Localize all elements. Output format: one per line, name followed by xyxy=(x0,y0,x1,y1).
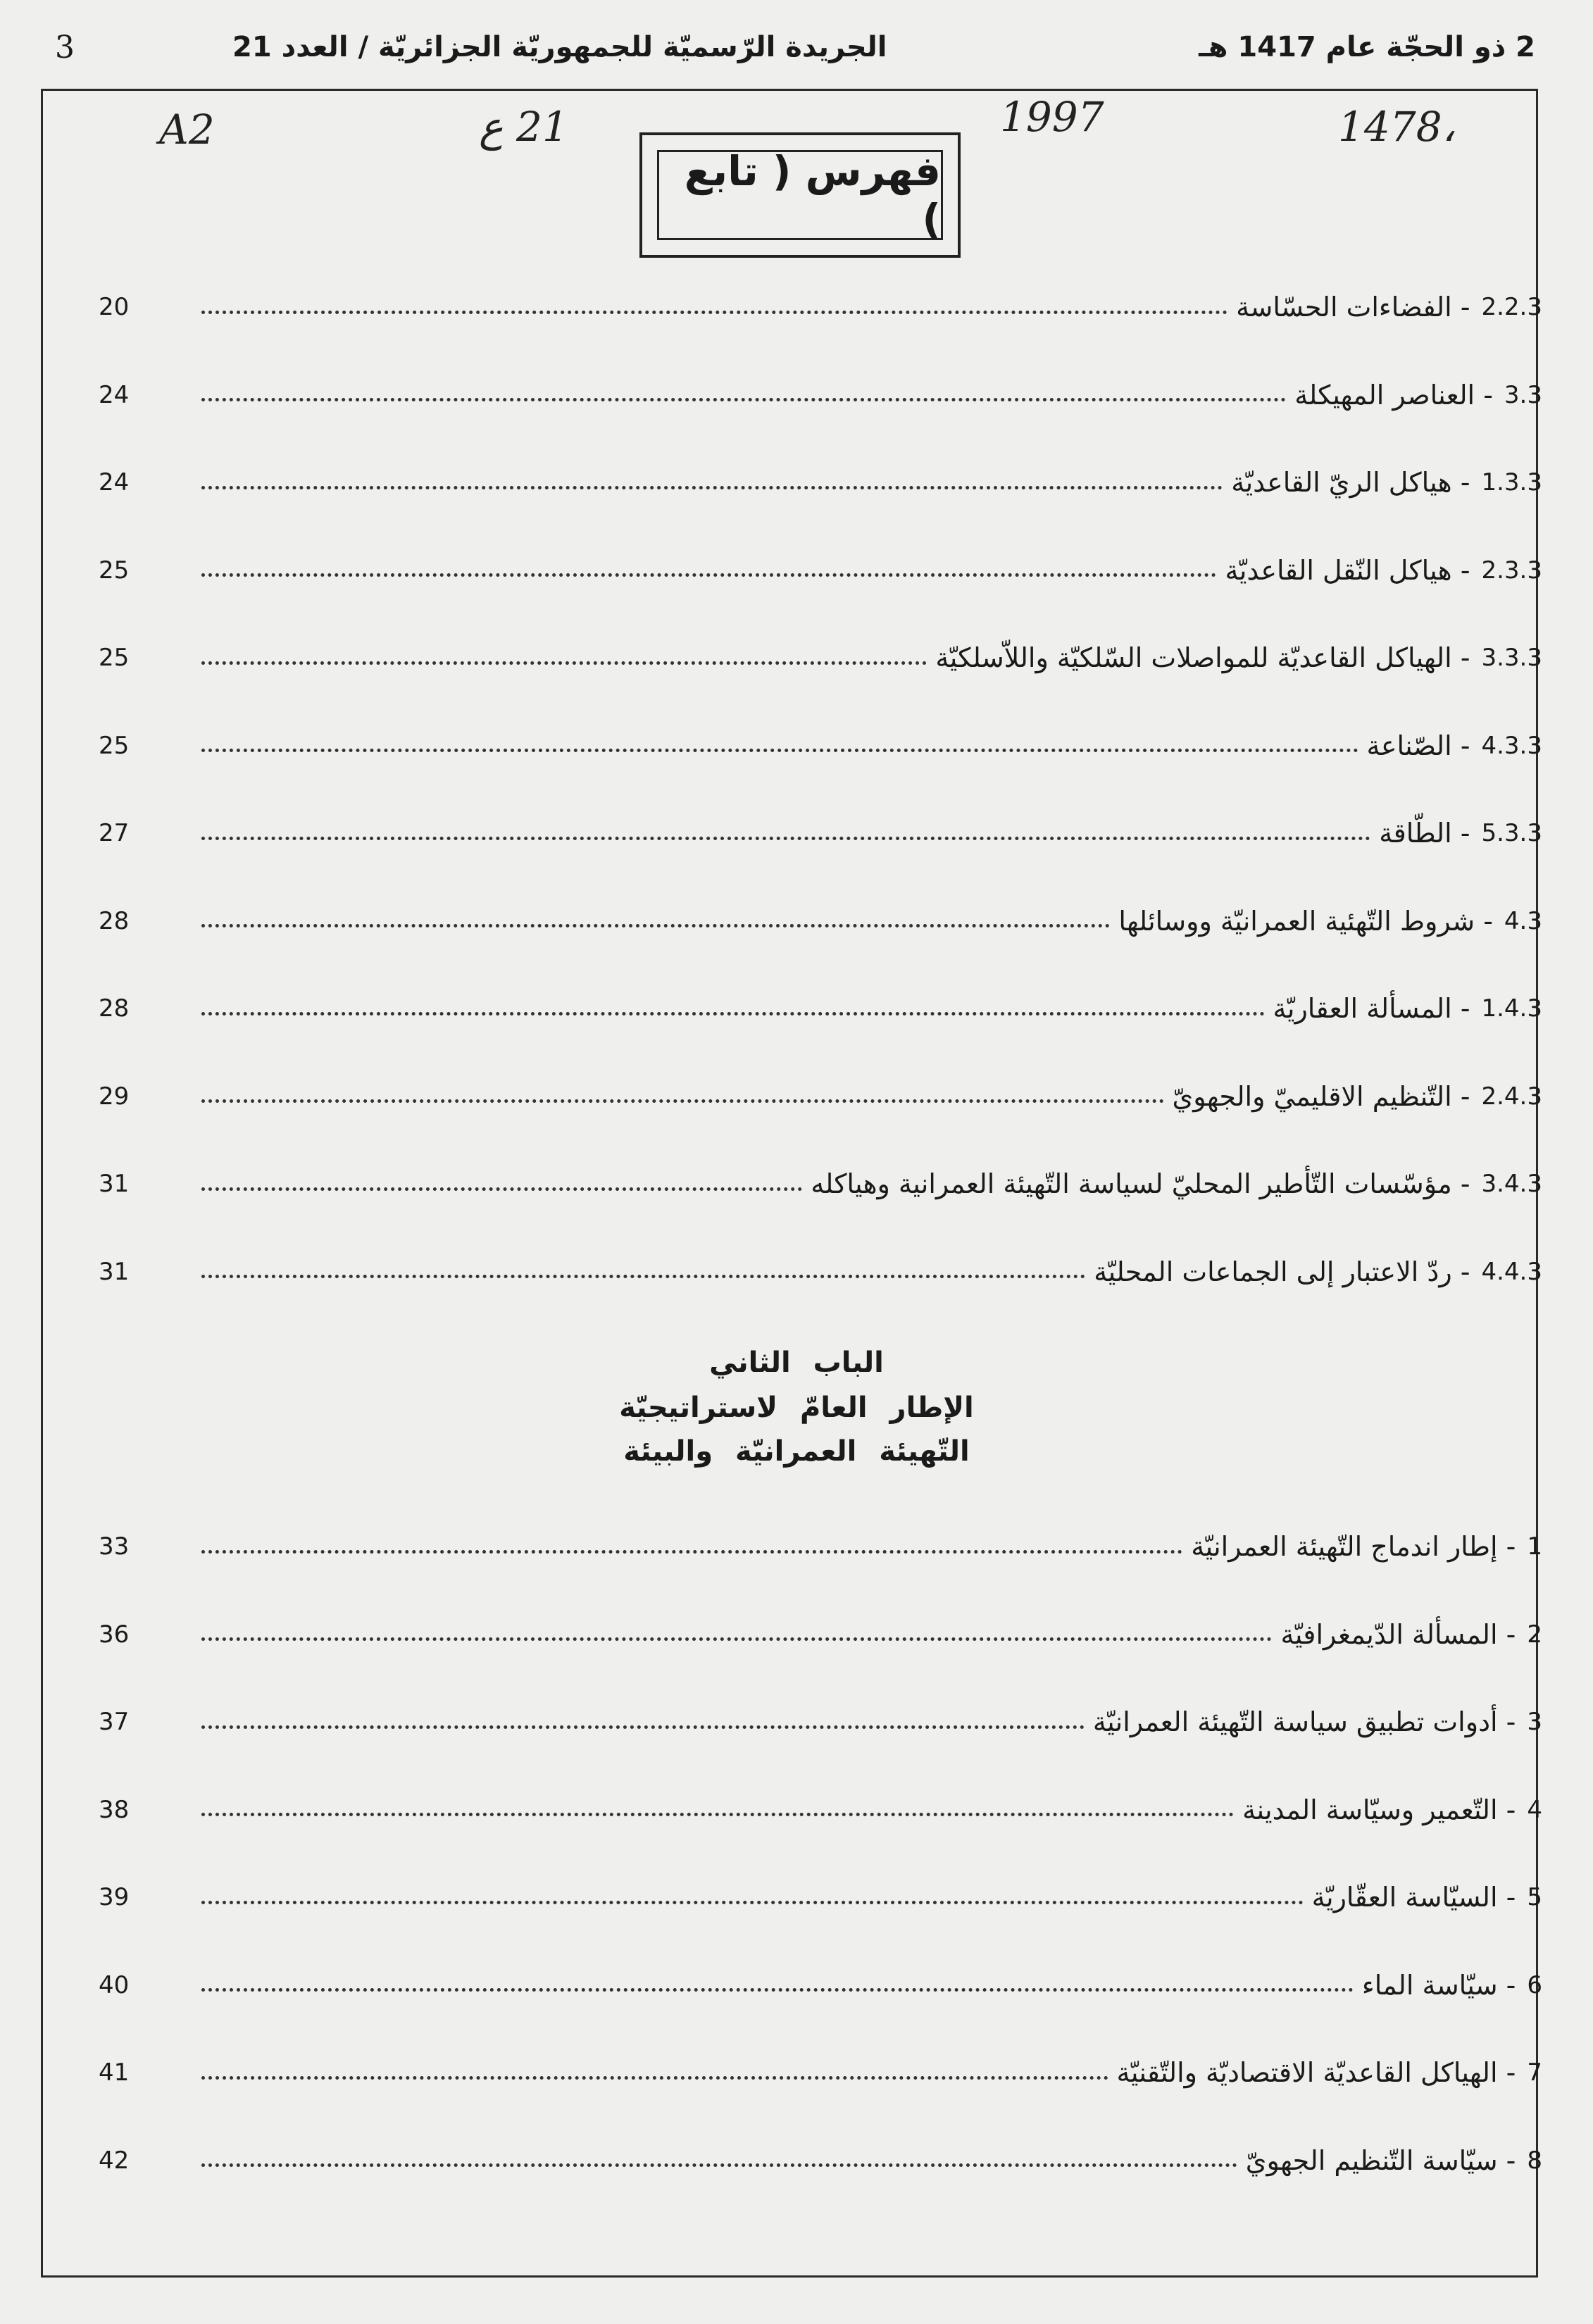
toc-entry-page: 40 xyxy=(99,1970,130,1999)
toc-entry xyxy=(99,637,1542,679)
dot-leader xyxy=(201,398,1286,401)
dot-leader xyxy=(201,2076,1108,2080)
toc-entry-page: 28 xyxy=(99,906,130,935)
toc-entry-page: 36 xyxy=(99,1620,130,1649)
dot-leader xyxy=(201,1550,1182,1554)
toc-entry-label: - أدوات تطبيق سياسة التّهيئة العمرانيّة xyxy=(1092,1706,1516,1737)
dot-leader xyxy=(201,2163,1237,2167)
toc-entry xyxy=(99,1789,1542,1831)
toc-entry xyxy=(99,1613,1542,1656)
toc-entry xyxy=(99,900,1542,942)
toc-entry-number: 6 xyxy=(1527,1970,1542,1999)
toc-entry-number: 3.3 xyxy=(1504,380,1542,409)
toc-entry xyxy=(99,461,1542,504)
toc-entry xyxy=(99,812,1542,854)
toc-entry-label: - العناصر المهيكلة xyxy=(1294,379,1493,411)
section-heading-subtitle-1: الإطار العامّ لاستراتيجيّة xyxy=(619,1392,974,1424)
toc-entry xyxy=(99,1251,1542,1293)
toc-entry-page: 33 xyxy=(99,1532,130,1561)
toc-entry-number: 3 xyxy=(1527,1708,1542,1736)
toc-entry-number: 4.3.3 xyxy=(1481,731,1542,760)
toc-entry xyxy=(99,1964,1542,2006)
title-frame xyxy=(639,132,961,258)
toc-entry-number: 4.3 xyxy=(1504,906,1542,935)
toc-entry xyxy=(99,374,1542,416)
toc-entry-number: 4 xyxy=(1527,1795,1542,1824)
section-heading-chapter: الباب الثاني xyxy=(709,1347,884,1379)
toc-entry-number: 8 xyxy=(1527,2146,1542,2175)
toc-entry-page: 31 xyxy=(99,1170,130,1198)
dot-leader xyxy=(201,1012,1265,1016)
toc-entry-page: 38 xyxy=(99,1795,130,1824)
section-heading-subtitle-2: التّهيئة العمرانيّة والبيئة xyxy=(623,1435,970,1468)
toc-entry-label: - الطّاقة xyxy=(1379,818,1470,849)
toc-entry-label: - السيّاسة العقّاريّة xyxy=(1311,1882,1516,1913)
toc-entry xyxy=(99,549,1542,592)
toc-entry-label: - المسألة العقاريّة xyxy=(1273,993,1470,1024)
toc-entry-page: 42 xyxy=(99,2146,130,2175)
toc-entry-label: - هياكل النّقل القاعديّة xyxy=(1225,554,1470,586)
dot-leader xyxy=(201,1901,1304,1904)
toc-entry-label: - إطار اندماج التّهيئة العمرانيّة xyxy=(1191,1531,1516,1562)
toc-entry-number: 1.3.3 xyxy=(1481,468,1542,496)
toc-entry-label: - سيّاسة الماء xyxy=(1361,1969,1516,2001)
toc-entry-page: 37 xyxy=(99,1708,130,1736)
handwritten-note-middle-b: 1997 xyxy=(1000,93,1104,141)
dot-leader xyxy=(201,1637,1272,1641)
page-title: فهرس ( تابع ) xyxy=(657,150,943,240)
toc-entry-label: - ردّ الاعتبار إلى الجماعات المحليّة xyxy=(1094,1256,1470,1287)
toc-entry-page: 25 xyxy=(99,556,130,585)
dot-leader xyxy=(201,311,1227,314)
issue-date: 2 ذو الحجّة عام 1417 هـ xyxy=(1199,31,1535,63)
toc-entry xyxy=(99,2139,1542,2182)
toc-entry-number: 1.4.3 xyxy=(1481,994,1542,1023)
toc-entry-label: - هياكل الريّ القاعديّة xyxy=(1231,467,1470,498)
toc-entry xyxy=(99,2051,1542,2094)
toc-entry xyxy=(99,286,1542,328)
page-header xyxy=(42,21,1542,77)
toc-entry-number: 4.4.3 xyxy=(1481,1257,1542,1286)
toc-entry-number: 5.3.3 xyxy=(1481,819,1542,847)
toc-entry-page: 24 xyxy=(99,468,130,496)
toc-entry-label: - سيّاسة التّنظيم الجهويّ xyxy=(1245,2144,1516,2176)
toc-entry xyxy=(99,1525,1542,1568)
toc-entry-number: 3.3.3 xyxy=(1481,644,1542,672)
toc-entry-page: 20 xyxy=(99,293,130,321)
toc-entry-label: - الفضاءات الحسّاسة xyxy=(1236,292,1470,323)
toc-entry-label: - التّعمير وسيّاسة المدينة xyxy=(1242,1794,1516,1825)
toc-entry xyxy=(99,1163,1542,1205)
toc-entry-page: 25 xyxy=(99,731,130,760)
handwritten-note-middle-a: 21 ع xyxy=(479,103,568,151)
toc-entry xyxy=(99,725,1542,767)
toc-entry-label: - مؤسّسات التّأطير المحليّ لسياسة التّهيئة العمرانية وهياكله xyxy=(811,1168,1470,1199)
dot-leader xyxy=(201,837,1370,840)
dot-leader xyxy=(201,749,1358,752)
toc-entry-page: 27 xyxy=(99,819,130,847)
toc-entry-label: - شروط التّهئية العمرانيّة ووسائلها xyxy=(1118,905,1493,937)
toc-entry-label: - المسألة الدّيمغرافيّة xyxy=(1280,1618,1516,1650)
toc-entry-number: 2.3.3 xyxy=(1481,556,1542,585)
toc-entry xyxy=(99,1075,1542,1118)
dot-leader xyxy=(201,1099,1164,1103)
dot-leader xyxy=(201,573,1216,577)
toc-entry-page: 39 xyxy=(99,1883,130,1911)
dot-leader xyxy=(201,1988,1354,1992)
dot-leader xyxy=(201,924,1110,927)
toc-entry xyxy=(99,987,1542,1030)
toc-entry xyxy=(99,1876,1542,1918)
toc-entry-page: 28 xyxy=(99,994,130,1023)
dot-leader xyxy=(201,1813,1234,1816)
toc-entry-number: 5 xyxy=(1527,1883,1542,1911)
toc-entry-page: 41 xyxy=(99,2059,130,2087)
toc-entry-label: - الهياكل القاعديّة الاقتصاديّة والتّقنيّة xyxy=(1116,2057,1516,2088)
handwritten-note-right: 1478، xyxy=(1338,103,1456,151)
toc-entry-number: 1 xyxy=(1527,1532,1542,1561)
dot-leader xyxy=(201,486,1223,489)
toc-entry xyxy=(99,1701,1542,1743)
toc-entry-number: 2 xyxy=(1527,1620,1542,1649)
toc-entry-label: - الصّناعة xyxy=(1366,730,1470,761)
toc-entry-number: 3.4.3 xyxy=(1481,1170,1542,1198)
gazette-title: الجريدة الرّسميّة للجمهوريّة الجزائريّة / العدد 21 xyxy=(232,31,887,63)
toc-entry-page: 29 xyxy=(99,1082,130,1111)
toc-entry-page: 25 xyxy=(99,644,130,672)
handwritten-note-left: A2 xyxy=(159,106,215,154)
toc-entry-label: - الهياكل القاعديّة للمواصلات السّلكيّة واللاّسلكيّة xyxy=(935,642,1470,673)
toc-entry-number: 2.2.3 xyxy=(1481,293,1542,321)
toc-entry-page: 31 xyxy=(99,1257,130,1286)
page-number: 3 xyxy=(55,30,75,65)
toc-entry-page: 24 xyxy=(99,380,130,409)
dot-leader xyxy=(201,1187,802,1191)
toc-entry-label: - التّنظيم الاقليميّ والجهويّ xyxy=(1172,1080,1470,1112)
toc-entry-number: 2.4.3 xyxy=(1481,1082,1542,1111)
dot-leader xyxy=(201,1275,1085,1278)
dot-leader xyxy=(201,661,927,665)
toc-entry-number: 7 xyxy=(1527,2059,1542,2087)
dot-leader xyxy=(201,1725,1085,1729)
